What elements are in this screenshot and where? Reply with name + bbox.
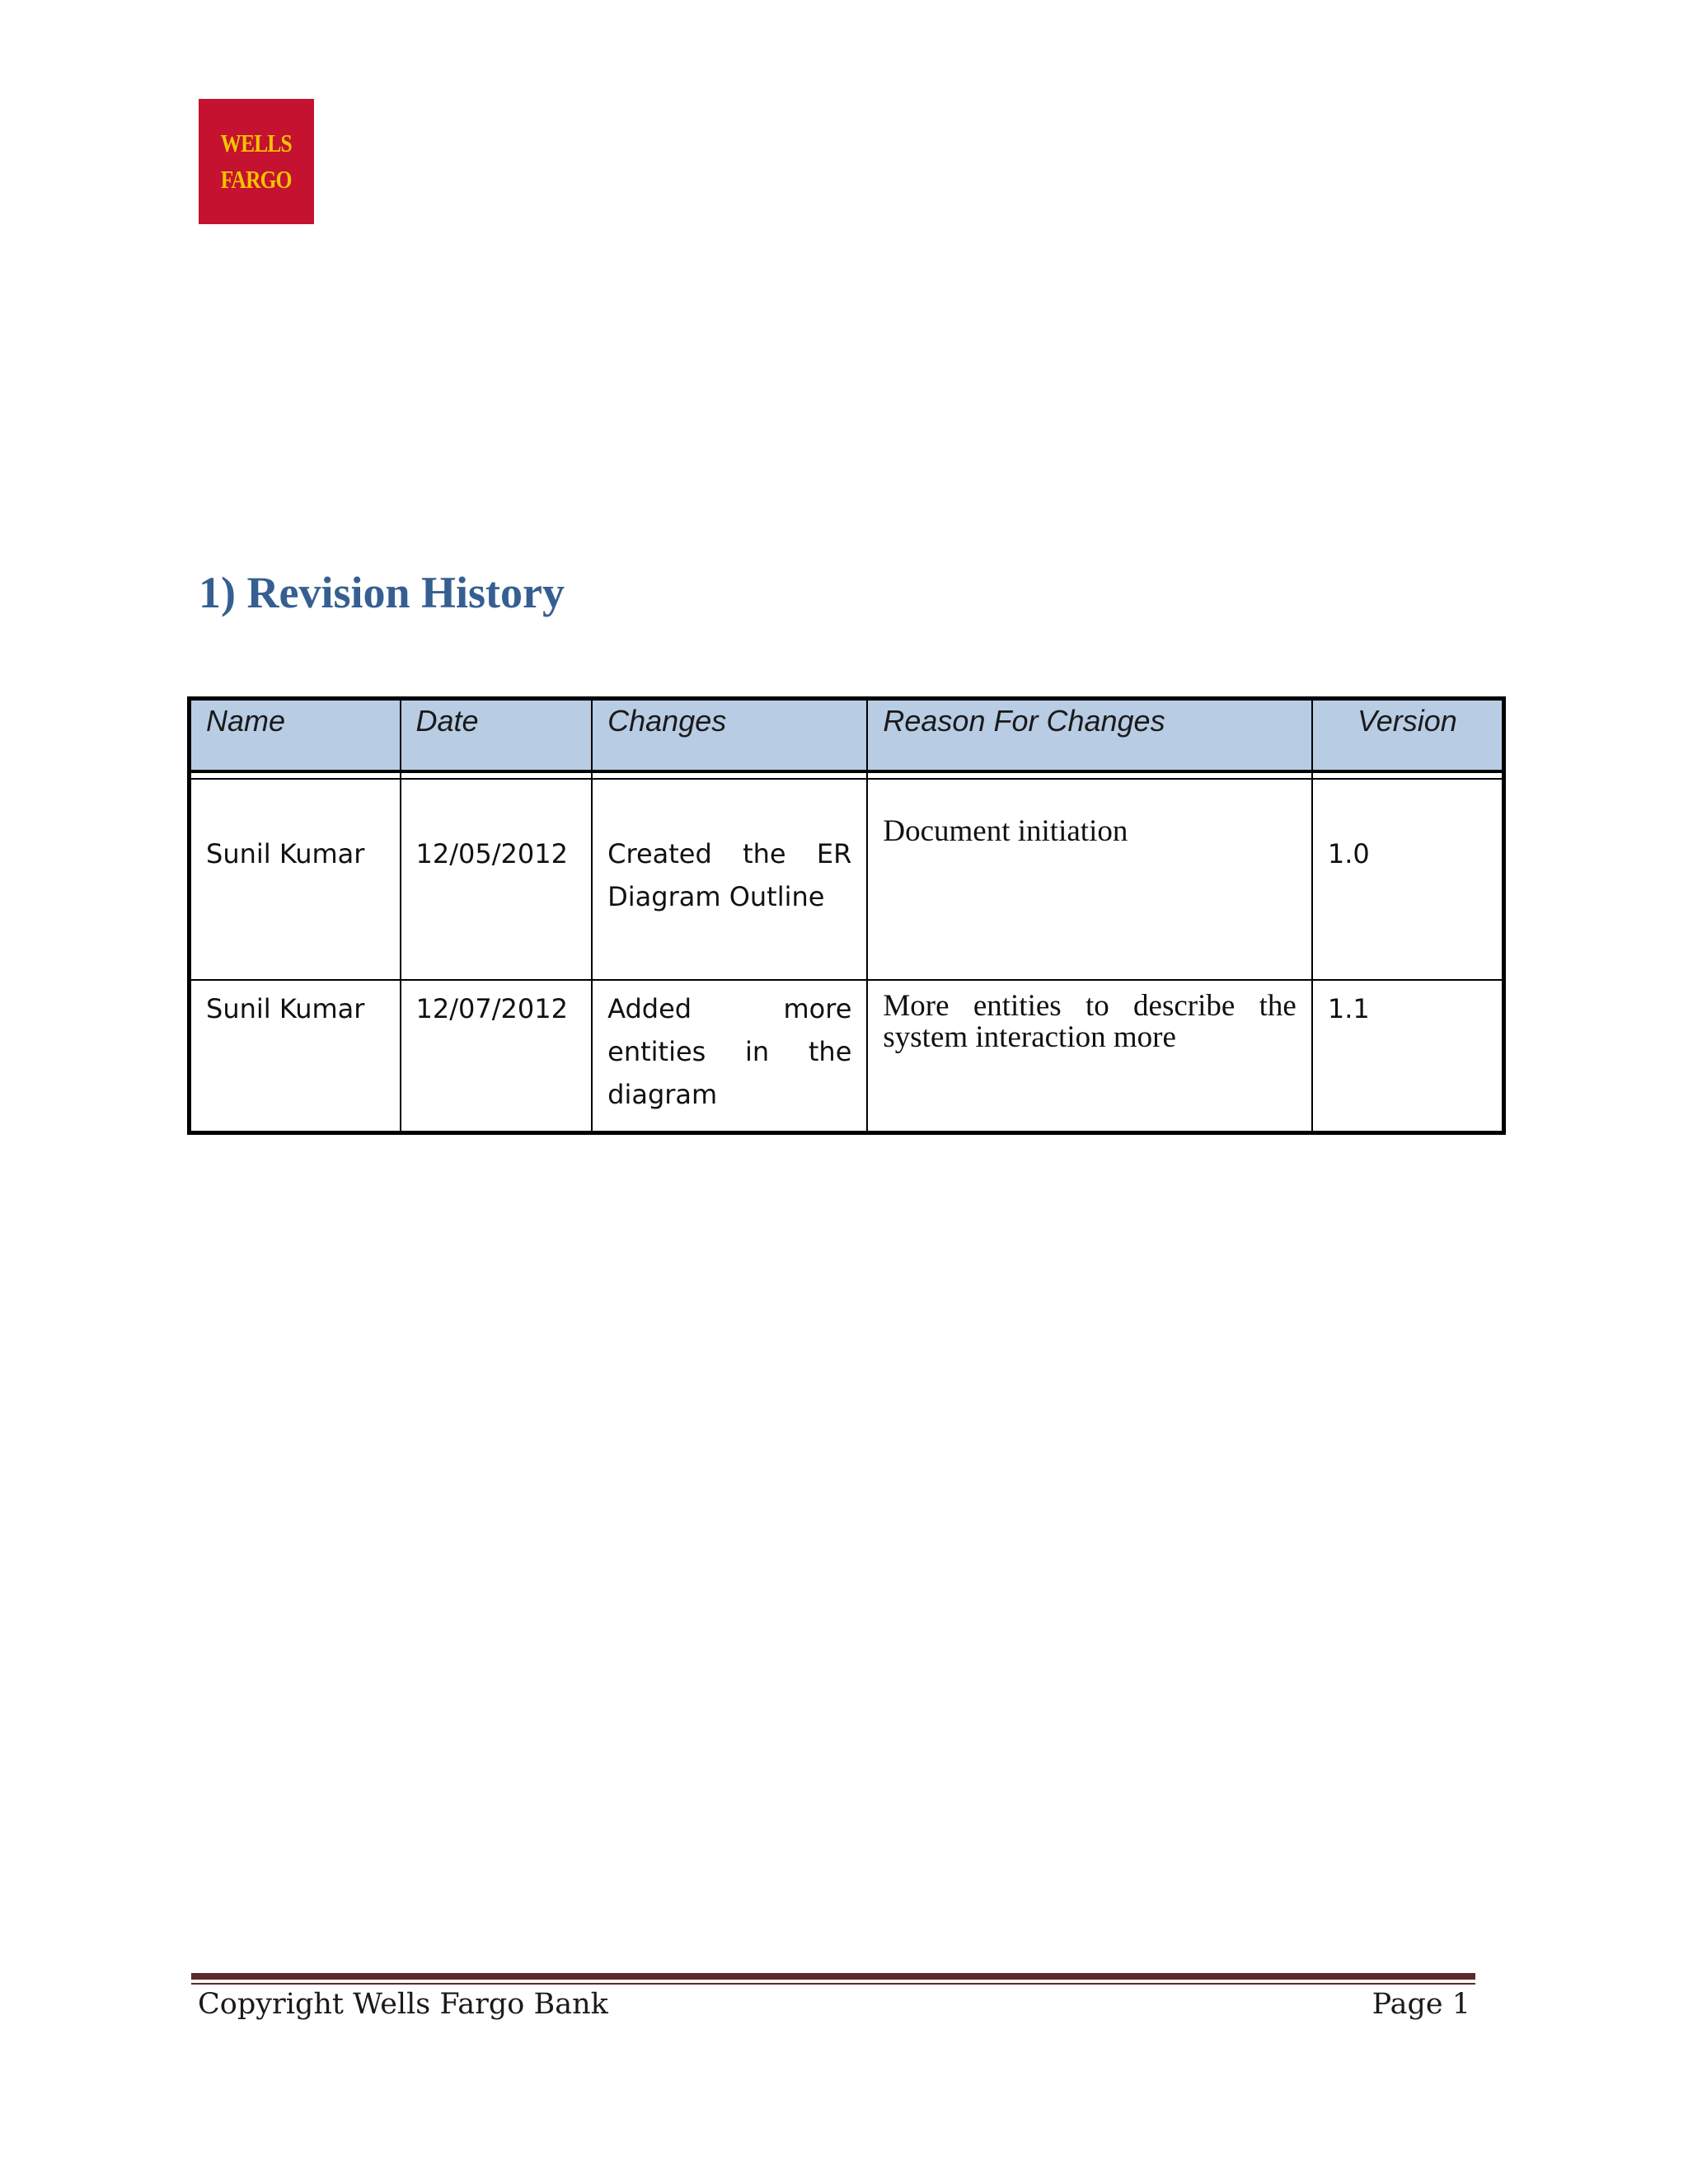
header-changes: Changes (592, 699, 867, 772)
logo-line-1: WELLS (220, 129, 293, 157)
footer-copyright: Copyright Wells Fargo Bank (198, 1988, 608, 2021)
cell-changes: Added more entities in the diagram (592, 980, 867, 1133)
footer-rule (191, 1973, 1475, 1980)
cell-reason: Document initiation (867, 779, 1311, 980)
logo-line-2: FARGO (221, 165, 292, 194)
footer-page-number: Page 1 (1372, 1988, 1470, 2021)
table-header-row (190, 699, 1504, 772)
cell-name: Sunil Kumar (190, 980, 401, 1133)
cell-reason: More entities to describe the system interaction more (867, 980, 1311, 1133)
wells-fargo-logo (199, 99, 314, 224)
header-date: Date (401, 699, 593, 772)
header-separator (190, 771, 1504, 779)
cell-date: 12/07/2012 (401, 980, 593, 1133)
cell-changes: Created the ER Diagram Outline (592, 779, 867, 980)
table-row (190, 980, 1504, 1133)
table-row (190, 779, 1504, 980)
logo-text (221, 125, 292, 198)
cell-date: 12/05/2012 (401, 779, 593, 980)
header-version: Version (1312, 699, 1504, 772)
header-name: Name (190, 699, 401, 772)
section-title: 1) Revision History (199, 568, 565, 617)
cell-version: 1.0 (1312, 779, 1504, 980)
cell-version: 1.1 (1312, 980, 1504, 1133)
revision-history-table (187, 696, 1506, 1135)
header-reason: Reason For Changes (867, 699, 1311, 772)
footer-rule-thin (191, 1983, 1475, 1985)
cell-name: Sunil Kumar (190, 779, 401, 980)
